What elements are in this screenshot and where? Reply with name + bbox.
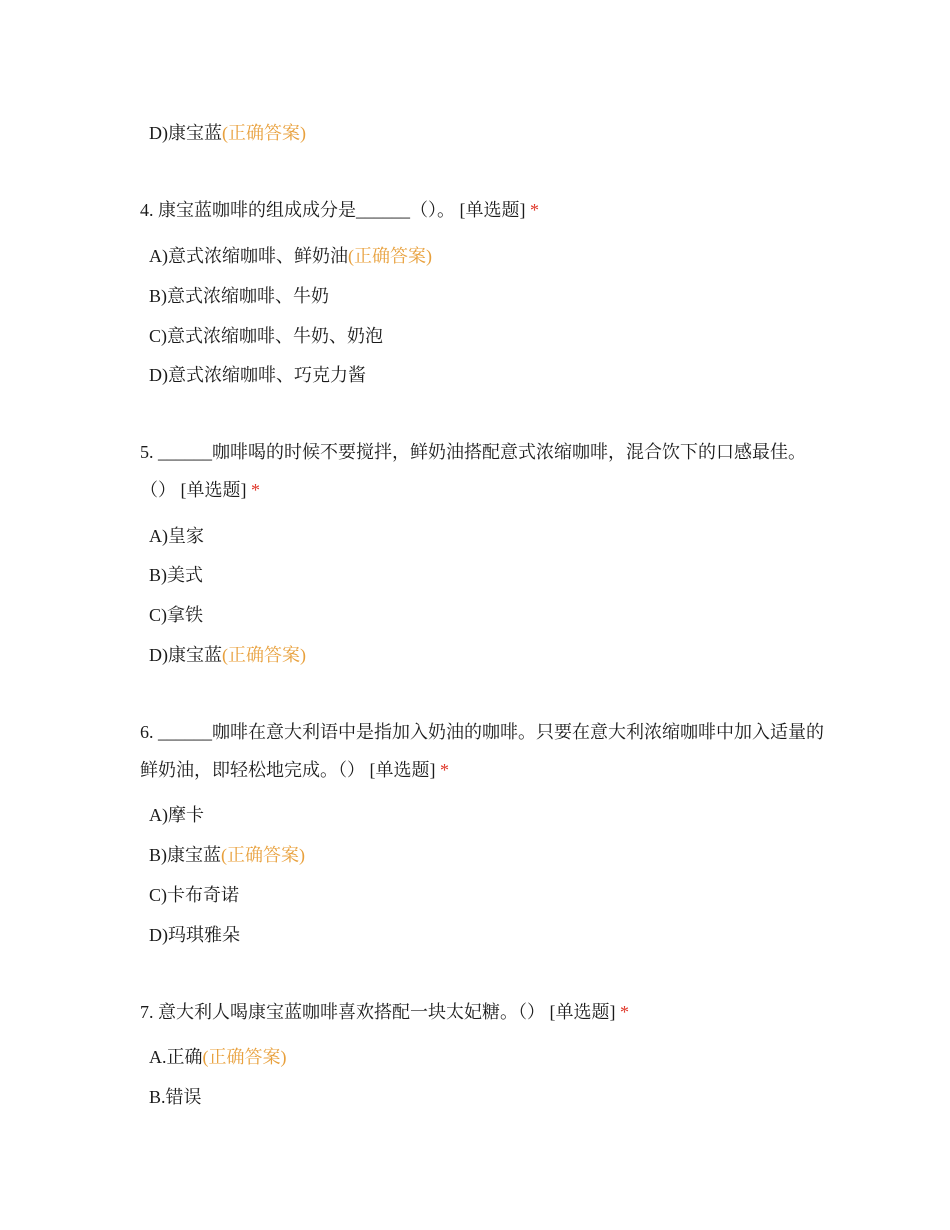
q4-option-c: C)意式浓缩咖啡、牛奶、奶泡 xyxy=(149,326,383,346)
question-4 xyxy=(140,191,830,229)
q5-option-a: A)皇家 xyxy=(149,526,204,546)
q4-option-a: A)意式浓缩咖啡、鲜奶油(正确答案) xyxy=(149,246,432,266)
correct-answer-label: (正确答案) xyxy=(221,845,305,865)
question-7 xyxy=(140,993,830,1031)
q7-option-a: A.正确(正确答案) xyxy=(149,1047,287,1067)
q5-option-b: B)美式 xyxy=(149,565,203,585)
required-mark: * xyxy=(251,480,260,500)
correct-answer-label: (正确答案) xyxy=(348,246,432,266)
q4-option-d: D)意式浓缩咖啡、巧克力酱 xyxy=(149,365,366,385)
q6-option-a: A)摩卡 xyxy=(149,805,204,825)
question-7-text: 7. 意大利人喝康宝蓝咖啡喜欢搭配一块太妃糖。（） [单选题] xyxy=(140,1002,616,1022)
required-mark: * xyxy=(620,1002,629,1022)
q6-option-c: C)卡布奇诺 xyxy=(149,885,239,905)
required-mark: * xyxy=(530,200,539,220)
q6-option-b: B)康宝蓝(正确答案) xyxy=(149,845,305,865)
correct-answer-label: (正确答案) xyxy=(222,123,306,143)
q5-option-d: D)康宝蓝(正确答案) xyxy=(149,645,306,665)
question-5-text: 5. ______咖啡喝的时候不要搅拌，鲜奶油搭配意式浓缩咖啡，混合饮下的口感最佳。（） [单选题] xyxy=(140,442,806,500)
question-6-text: 6. ______咖啡在意大利语中是指加入奶油的咖啡。只要在意大利浓缩咖啡中加入适量的鲜奶油，即轻松地完成。（） [单选题] xyxy=(140,722,824,780)
q7-option-b: B.错误 xyxy=(149,1087,202,1107)
q3-option-d: D)康宝蓝(正确答案) xyxy=(149,123,306,143)
q6-option-d: D)玛琪雅朵 xyxy=(149,925,240,945)
correct-answer-label: (正确答案) xyxy=(222,645,306,665)
q5-option-c: C)拿铁 xyxy=(149,605,203,625)
correct-answer-label: (正确答案) xyxy=(202,1047,287,1067)
question-6 xyxy=(140,713,830,789)
question-5 xyxy=(140,433,830,509)
question-4-text: 4. 康宝蓝咖啡的组成成分是______（）。 [单选题] xyxy=(140,200,526,220)
required-mark: * xyxy=(440,760,449,780)
q4-option-b: B)意式浓缩咖啡、牛奶 xyxy=(149,286,329,306)
